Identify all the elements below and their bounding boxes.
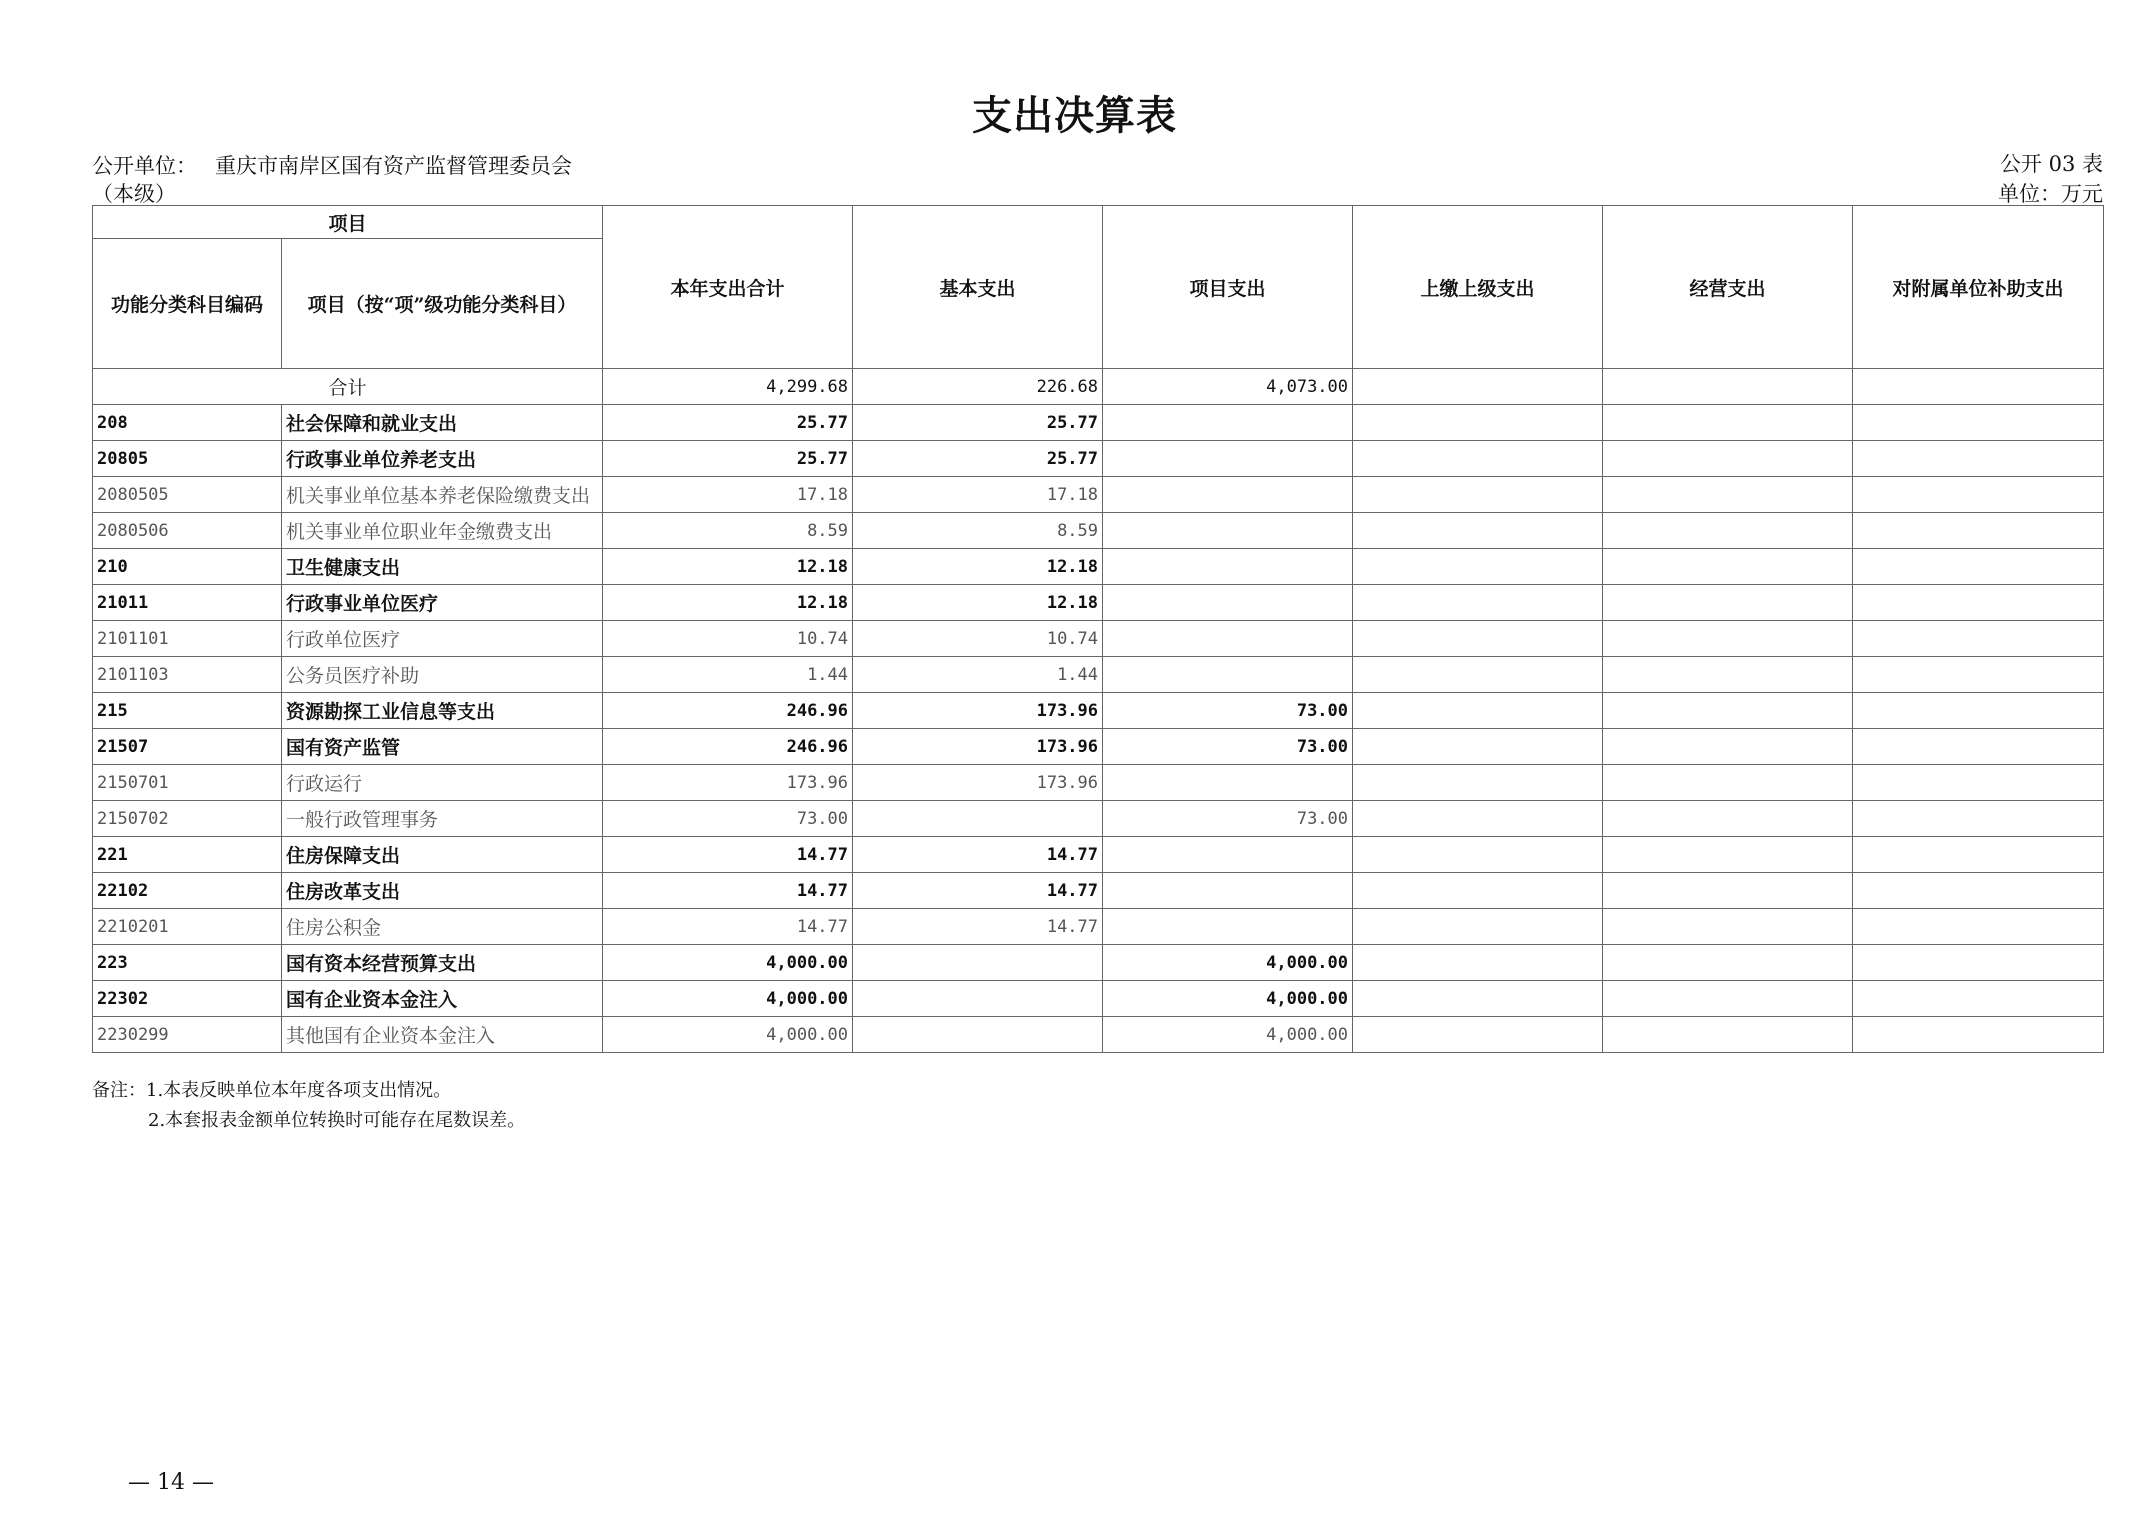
table-row <box>93 693 2104 729</box>
cell-code: 22102 <box>93 873 282 909</box>
cell-name: 住房改革支出 <box>282 873 603 909</box>
note-2: 2.本套报表金额单位转换时可能存在尾数误差。 <box>148 1110 526 1131</box>
cell-subsidy <box>1853 657 2104 693</box>
cell-business <box>1603 837 1853 873</box>
table-row <box>93 837 2104 873</box>
unit-label: 公开单位： <box>92 154 197 178</box>
form-number: 公开 03 表 <box>1999 152 2103 176</box>
cell-subsidy <box>1853 981 2104 1017</box>
cell-name: 其他国有企业资本金注入 <box>282 1017 603 1053</box>
cell-subsidy <box>1853 513 2104 549</box>
table-row <box>93 981 2104 1017</box>
cell-project: 4,000.00 <box>1103 945 1353 981</box>
cell-subsidy <box>1853 801 2104 837</box>
cell-total: 14.77 <box>603 873 853 909</box>
cell-code: 2230299 <box>93 1017 282 1053</box>
header-business: 经营支出 <box>1603 206 1853 369</box>
cell-code: 215 <box>93 693 282 729</box>
cell-name: 卫生健康支出 <box>282 549 603 585</box>
cell-business <box>1603 765 1853 801</box>
cell-subsidy <box>1853 405 2104 441</box>
cell-project: 4,000.00 <box>1103 981 1353 1017</box>
cell-basic: 8.59 <box>853 513 1103 549</box>
total-business <box>1603 369 1853 405</box>
cell-business <box>1603 621 1853 657</box>
cell-business <box>1603 693 1853 729</box>
cell-basic: 173.96 <box>853 693 1103 729</box>
cell-total: 14.77 <box>603 837 853 873</box>
cell-project: 4,000.00 <box>1103 1017 1353 1053</box>
cell-total: 25.77 <box>603 441 853 477</box>
cell-subsidy <box>1853 585 2104 621</box>
unit-name: 重庆市南岸区国有资产监督管理委员会 <box>215 154 572 178</box>
cell-total: 12.18 <box>603 585 853 621</box>
cell-project <box>1103 837 1353 873</box>
cell-project <box>1103 621 1353 657</box>
cell-code: 221 <box>93 837 282 873</box>
cell-business <box>1603 1017 1853 1053</box>
cell-total: 17.18 <box>603 477 853 513</box>
cell-code: 2101103 <box>93 657 282 693</box>
table-row <box>93 873 2104 909</box>
cell-subsidy <box>1853 621 2104 657</box>
page-number: — 14 — <box>128 1470 214 1495</box>
cell-subsidy <box>1853 549 2104 585</box>
cell-code: 223 <box>93 945 282 981</box>
cell-business <box>1603 873 1853 909</box>
total-subsidy <box>1853 369 2104 405</box>
cell-basic: 17.18 <box>853 477 1103 513</box>
unit-level: （本级） <box>92 182 176 206</box>
cell-project: 73.00 <box>1103 801 1353 837</box>
header-total: 本年支出合计 <box>603 206 853 369</box>
cell-project <box>1103 477 1353 513</box>
cell-subsidy <box>1853 873 2104 909</box>
cell-project <box>1103 873 1353 909</box>
cell-name: 行政事业单位养老支出 <box>282 441 603 477</box>
expenditure-table <box>92 205 2104 1053</box>
cell-upper <box>1353 657 1603 693</box>
cell-upper <box>1353 549 1603 585</box>
header-project: 项目支出 <box>1103 206 1353 369</box>
cell-total: 4,000.00 <box>603 981 853 1017</box>
cell-subsidy <box>1853 909 2104 945</box>
cell-upper <box>1353 729 1603 765</box>
cell-subsidy <box>1853 729 2104 765</box>
cell-upper <box>1353 1017 1603 1053</box>
cell-name: 住房保障支出 <box>282 837 603 873</box>
table-row <box>93 405 2104 441</box>
cell-code: 208 <box>93 405 282 441</box>
cell-project <box>1103 765 1353 801</box>
total-basic: 226.68 <box>853 369 1103 405</box>
cell-code: 2210201 <box>93 909 282 945</box>
cell-total: 246.96 <box>603 729 853 765</box>
cell-upper <box>1353 585 1603 621</box>
cell-business <box>1603 513 1853 549</box>
table-row <box>93 477 2104 513</box>
table-row <box>93 657 2104 693</box>
cell-project <box>1103 441 1353 477</box>
cell-name: 机关事业单位基本养老保险缴费支出 <box>282 477 603 513</box>
cell-total: 25.77 <box>603 405 853 441</box>
cell-total: 4,000.00 <box>603 945 853 981</box>
header-item-group: 项目 <box>93 206 603 239</box>
total-project: 4,073.00 <box>1103 369 1353 405</box>
cell-basic: 1.44 <box>853 657 1103 693</box>
cell-business <box>1603 945 1853 981</box>
cell-business <box>1603 729 1853 765</box>
cell-business <box>1603 405 1853 441</box>
cell-basic <box>853 1017 1103 1053</box>
cell-upper <box>1353 981 1603 1017</box>
cell-total: 8.59 <box>603 513 853 549</box>
cell-subsidy <box>1853 945 2104 981</box>
cell-basic <box>853 981 1103 1017</box>
table-row <box>93 513 2104 549</box>
cell-name: 国有资本经营预算支出 <box>282 945 603 981</box>
cell-basic <box>853 801 1103 837</box>
cell-total: 73.00 <box>603 801 853 837</box>
cell-basic <box>853 945 1103 981</box>
cell-business <box>1603 585 1853 621</box>
page-title: 支出决算表 <box>972 92 1177 139</box>
table-row <box>93 945 2104 981</box>
cell-upper <box>1353 801 1603 837</box>
cell-basic: 12.18 <box>853 549 1103 585</box>
cell-total: 14.77 <box>603 909 853 945</box>
cell-project <box>1103 585 1353 621</box>
cell-code: 2101101 <box>93 621 282 657</box>
cell-upper <box>1353 441 1603 477</box>
cell-name: 国有资产监管 <box>282 729 603 765</box>
cell-upper <box>1353 873 1603 909</box>
cell-total: 12.18 <box>603 549 853 585</box>
cell-basic: 14.77 <box>853 909 1103 945</box>
total-upper <box>1353 369 1603 405</box>
cell-upper <box>1353 909 1603 945</box>
cell-code: 2080506 <box>93 513 282 549</box>
cell-project <box>1103 513 1353 549</box>
cell-name: 社会保障和就业支出 <box>282 405 603 441</box>
cell-upper <box>1353 405 1603 441</box>
cell-name: 资源勘探工业信息等支出 <box>282 693 603 729</box>
cell-upper <box>1353 945 1603 981</box>
cell-subsidy <box>1853 837 2104 873</box>
cell-basic: 10.74 <box>853 621 1103 657</box>
cell-basic: 25.77 <box>853 441 1103 477</box>
cell-project <box>1103 657 1353 693</box>
table-row <box>93 585 2104 621</box>
cell-total: 10.74 <box>603 621 853 657</box>
cell-upper <box>1353 765 1603 801</box>
cell-basic: 25.77 <box>853 405 1103 441</box>
cell-name: 机关事业单位职业年金缴费支出 <box>282 513 603 549</box>
cell-code: 20805 <box>93 441 282 477</box>
cell-subsidy <box>1853 441 2104 477</box>
cell-code: 21011 <box>93 585 282 621</box>
cell-upper <box>1353 477 1603 513</box>
cell-total: 246.96 <box>603 693 853 729</box>
cell-name: 国有企业资本金注入 <box>282 981 603 1017</box>
header-name: 项目（按“项”级功能分类科目） <box>282 239 603 369</box>
cell-code: 22302 <box>93 981 282 1017</box>
cell-code: 2150702 <box>93 801 282 837</box>
cell-business <box>1603 801 1853 837</box>
cell-total: 4,000.00 <box>603 1017 853 1053</box>
cell-name: 住房公积金 <box>282 909 603 945</box>
cell-basic: 173.96 <box>853 765 1103 801</box>
cell-name: 行政单位医疗 <box>282 621 603 657</box>
cell-code: 210 <box>93 549 282 585</box>
cell-business <box>1603 657 1853 693</box>
cell-basic: 14.77 <box>853 873 1103 909</box>
cell-business <box>1603 981 1853 1017</box>
cell-upper <box>1353 693 1603 729</box>
header-code: 功能分类科目编码 <box>93 239 282 369</box>
header-basic: 基本支出 <box>853 206 1103 369</box>
header-upper: 上缴上级支出 <box>1353 206 1603 369</box>
cell-code: 21507 <box>93 729 282 765</box>
cell-basic: 14.77 <box>853 837 1103 873</box>
cell-total: 173.96 <box>603 765 853 801</box>
notes <box>92 1076 525 1136</box>
cell-project <box>1103 549 1353 585</box>
table-row <box>93 729 2104 765</box>
table-row <box>93 801 2104 837</box>
cell-business <box>1603 441 1853 477</box>
cell-subsidy <box>1853 693 2104 729</box>
cell-subsidy <box>1853 477 2104 513</box>
cell-business <box>1603 909 1853 945</box>
table-row <box>93 765 2104 801</box>
total-total: 4,299.68 <box>603 369 853 405</box>
cell-business <box>1603 549 1853 585</box>
cell-project: 73.00 <box>1103 693 1353 729</box>
cell-name: 行政事业单位医疗 <box>282 585 603 621</box>
cell-basic: 173.96 <box>853 729 1103 765</box>
table-row <box>93 909 2104 945</box>
total-label: 合计 <box>93 369 603 405</box>
cell-upper <box>1353 621 1603 657</box>
cell-name: 行政运行 <box>282 765 603 801</box>
cell-code: 2150701 <box>93 765 282 801</box>
table-row <box>93 441 2104 477</box>
cell-name: 公务员医疗补助 <box>282 657 603 693</box>
cell-subsidy <box>1853 1017 2104 1053</box>
cell-project <box>1103 909 1353 945</box>
cell-name: 一般行政管理事务 <box>282 801 603 837</box>
cell-code: 2080505 <box>93 477 282 513</box>
cell-upper <box>1353 513 1603 549</box>
cell-basic: 12.18 <box>853 585 1103 621</box>
header-subsidy: 对附属单位补助支出 <box>1853 206 2104 369</box>
cell-subsidy <box>1853 765 2104 801</box>
table-row <box>93 1017 2104 1053</box>
money-unit: 单位：万元 <box>1998 182 2103 206</box>
note-1: 备注：1.本表反映单位本年度各项支出情况。 <box>92 1080 452 1101</box>
table-row <box>93 549 2104 585</box>
cell-project <box>1103 405 1353 441</box>
total-row <box>93 369 2104 405</box>
cell-upper <box>1353 837 1603 873</box>
cell-project: 73.00 <box>1103 729 1353 765</box>
cell-total: 1.44 <box>603 657 853 693</box>
cell-business <box>1603 477 1853 513</box>
table-row <box>93 621 2104 657</box>
